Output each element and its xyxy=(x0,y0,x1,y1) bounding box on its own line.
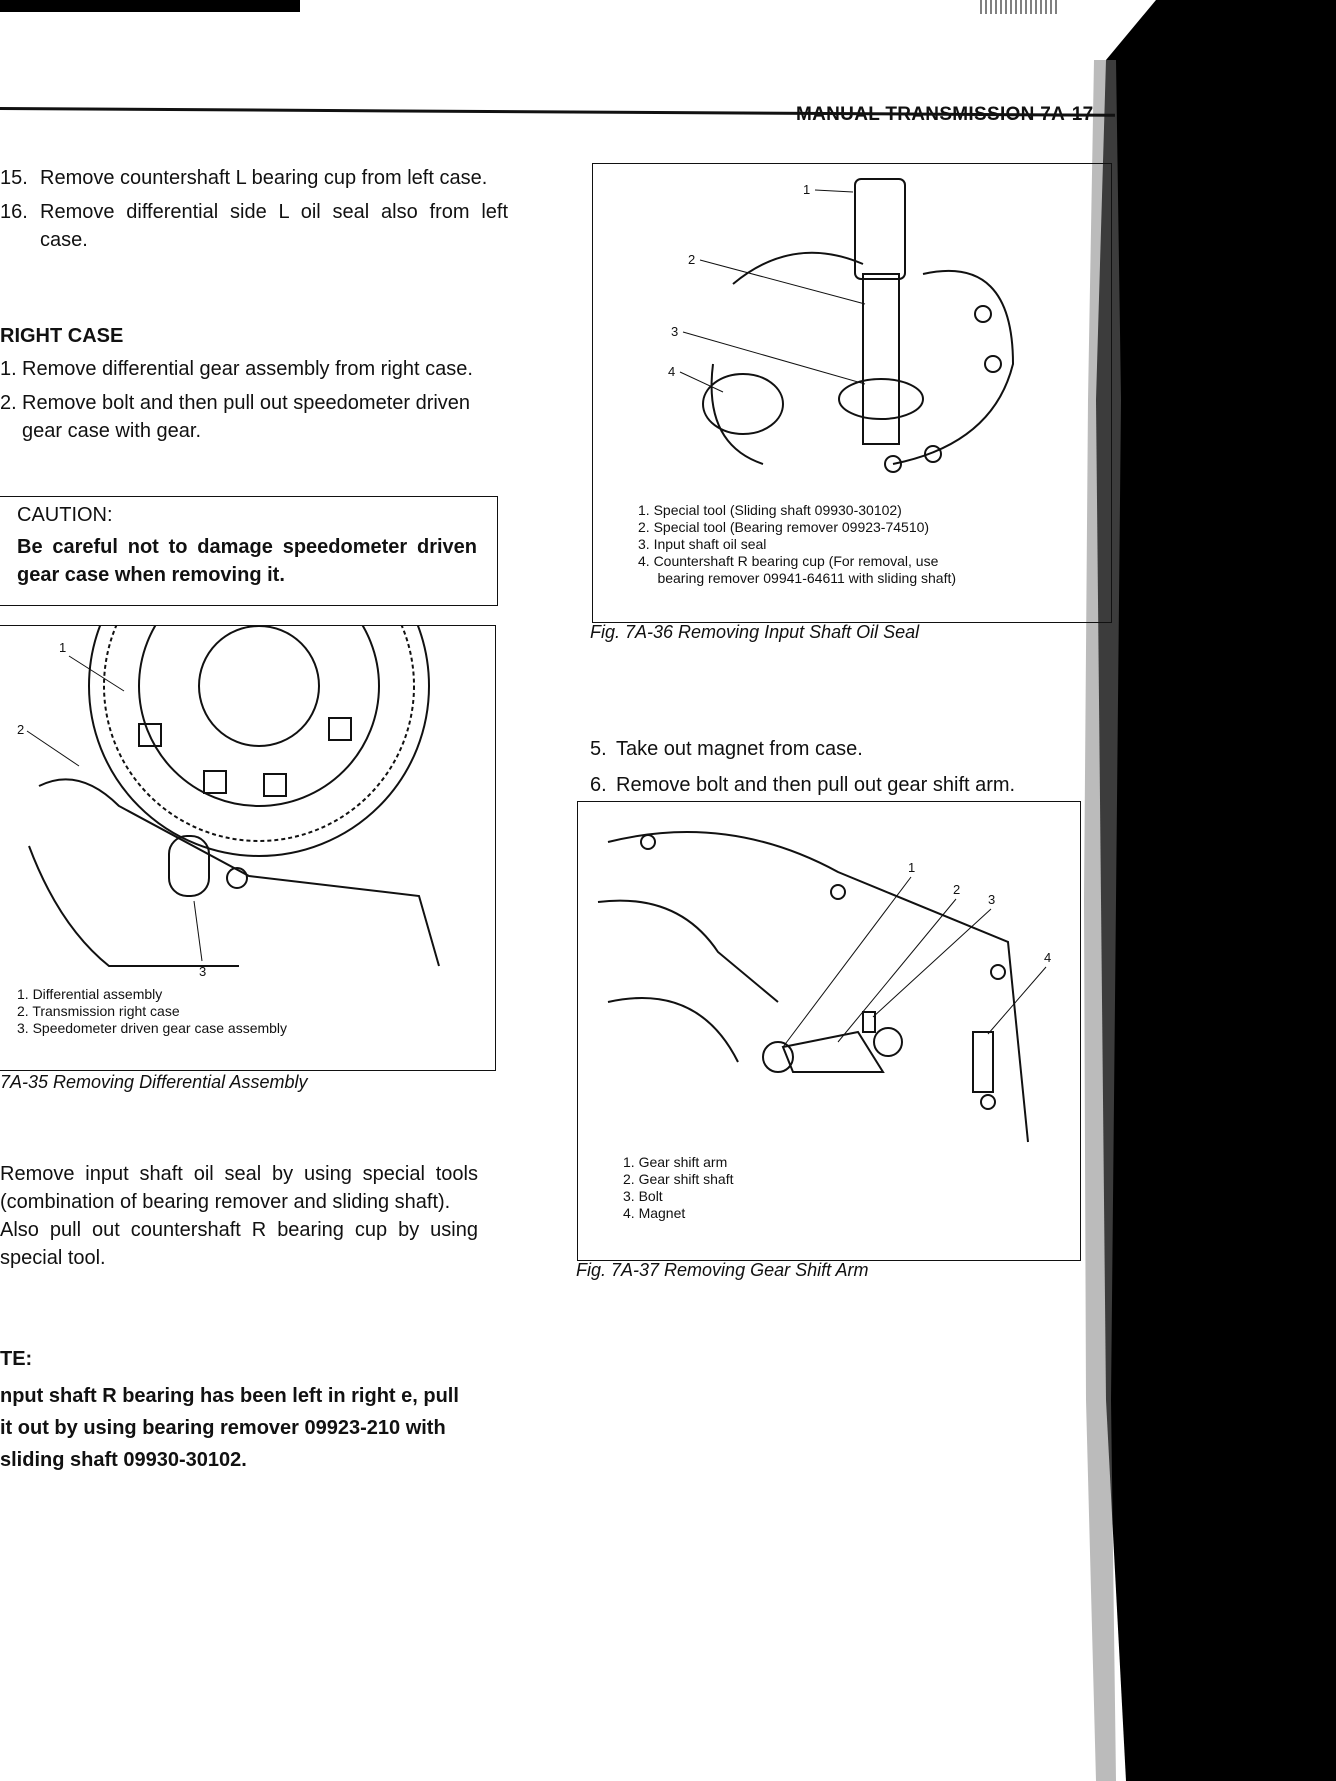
note-text: nput shaft R bearing has been left in right e, pull it out by using bearing remover 09923-210 with sliding shaft 09930-30102. xyxy=(0,1385,459,1471)
legend-item: bearing remover 09941-64611 with sliding shaft) xyxy=(638,570,957,586)
legend-item: 2. Gear shift shaft xyxy=(623,1171,734,1187)
step-text: Remove differential gear assembly from right case. xyxy=(22,358,473,380)
step-text: Remove countershaft L bearing cup from left case. xyxy=(40,167,488,189)
section-title: RIGHT CASE xyxy=(0,325,124,347)
callout-1: 1 xyxy=(59,640,67,655)
step-text: Remove bolt and then pull out speedometer driven gear case with gear. xyxy=(22,392,471,442)
callout-4: 4 xyxy=(1044,950,1052,965)
steps-5-6 xyxy=(590,735,1110,799)
legend-item: 1. Differential assembly xyxy=(17,986,163,1002)
legend-item: 3. Speedometer driven gear case assembly xyxy=(17,1020,288,1036)
step-num: 15. xyxy=(0,167,28,189)
step-6 xyxy=(590,771,1110,799)
legend-item: 1. Special tool (Sliding shaft 09930-30102) xyxy=(638,502,902,518)
step-2 xyxy=(0,389,505,445)
legend-item: 4. Magnet xyxy=(623,1205,686,1221)
page-number: 7A-17 xyxy=(1040,104,1094,125)
step-text: Remove bolt and then pull out gear shift arm. xyxy=(616,774,1016,796)
caution-box xyxy=(0,496,498,606)
figure-legend xyxy=(623,1154,734,1222)
callout-2: 2 xyxy=(17,722,25,737)
legend-item: 2. Transmission right case xyxy=(17,1003,180,1019)
figure-7a-35 xyxy=(0,625,496,1071)
input-shaft-illustration xyxy=(593,164,1103,494)
callout-1: 1 xyxy=(803,182,811,197)
figure-caption: Fig. 7A-36 Removing Input Shaft Oil Seal xyxy=(590,622,920,642)
caution-title: CAUTION: xyxy=(17,504,113,526)
step-num: 6. xyxy=(590,774,607,796)
step-text: Remove input shaft oil seal by using special tools (combination of bearing remover and sliding shaft). xyxy=(0,1163,478,1213)
callout-3: 3 xyxy=(199,964,207,979)
step-15 xyxy=(0,164,508,192)
steps-bottom xyxy=(0,1160,478,1272)
step-num: 1. xyxy=(0,358,17,380)
step-num: 16. xyxy=(0,201,28,223)
steps-top xyxy=(0,164,508,254)
step-text: Take out magnet from case. xyxy=(616,738,863,760)
callout-4: 4 xyxy=(668,364,676,379)
step-num: 5. xyxy=(590,738,607,760)
figure-7a-36 xyxy=(592,163,1112,623)
step-text: Also pull out countershaft R bearing cup by using special tool. xyxy=(0,1219,478,1269)
legend-item: 3. Input shaft oil seal xyxy=(638,536,767,552)
callout-3: 3 xyxy=(671,324,679,339)
gear-shift-illustration xyxy=(578,802,1078,1162)
step-5 xyxy=(590,735,1110,763)
figure-legend xyxy=(638,502,956,587)
step-1 xyxy=(0,355,505,383)
step-16 xyxy=(0,198,508,254)
step-text: Remove differential side L oil seal also from left case. xyxy=(40,201,508,251)
figure-legend xyxy=(17,986,287,1037)
header-title: MANUAL TRANSMISSION xyxy=(796,104,1035,125)
differential-illustration xyxy=(0,626,489,986)
caution-text: Be careful not to damage speedometer driven gear case when removing it. xyxy=(17,536,477,586)
figure-caption: 7A-35 Removing Differential Assembly xyxy=(0,1072,308,1092)
figure-7a-37 xyxy=(577,801,1081,1261)
page-header xyxy=(796,104,1093,126)
callout-1: 1 xyxy=(908,860,916,875)
figure-caption: Fig. 7A-37 Removing Gear Shift Arm xyxy=(576,1260,869,1280)
scan-edge-shadow xyxy=(1076,0,1336,1781)
scan-artifact xyxy=(0,0,300,12)
legend-item: 1. Gear shift arm xyxy=(623,1154,728,1170)
step-num: 2. xyxy=(0,392,17,414)
legend-item: 3. Bolt xyxy=(623,1188,663,1204)
callout-2: 2 xyxy=(953,882,961,897)
legend-item: 2. Special tool (Bearing remover 09923-74510) xyxy=(638,519,930,535)
note-title: TE: xyxy=(0,1348,33,1370)
callout-3: 3 xyxy=(988,892,996,907)
legend-item: 4. Countershaft R bearing cup (For removal, use xyxy=(638,553,939,569)
scan-artifact xyxy=(980,0,1060,14)
callout-2: 2 xyxy=(688,252,696,267)
steps-right-case xyxy=(0,355,505,445)
